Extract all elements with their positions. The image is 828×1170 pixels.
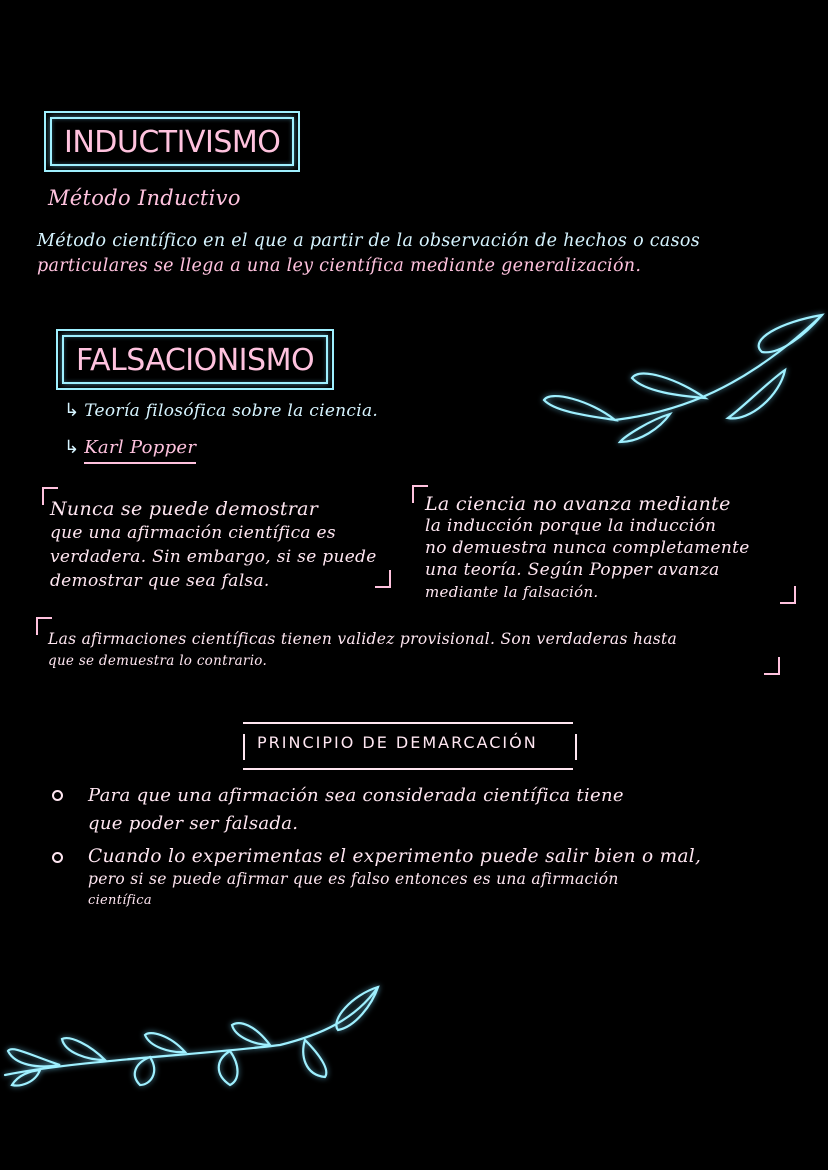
falsacionismo-point1 [64,400,378,421]
falsacionismo-title: FALSACIONISMO [62,335,328,384]
inductivismo-definition-line2: particulares se llega a una ley científica mediante generalización. [37,256,642,276]
bullet-icon [52,852,63,863]
bullet2-line: científica [88,893,152,908]
quote-right-line: La ciencia no avanza mediante [425,493,731,515]
quote-bottom [48,628,677,672]
quote-right [425,493,750,603]
demarcacion-bullet1 [88,782,624,838]
quote-close-bracket [764,657,780,675]
bullet1-line: Para que una afirmación sea considerada científica tiene [88,785,624,806]
bullet-icon [52,790,63,801]
quote-right-line: no demuestra nunca completamente [425,538,750,558]
title-bar-left [243,734,245,760]
inductivismo-definition-line1: Método científico en el que a partir de la observación de hechos o casos [37,231,700,251]
leaf-branch-decoration-bottom [0,975,390,1095]
quote-left [50,497,377,593]
quote-right-line: la inducción porque la inducción [425,516,717,536]
falsacionismo-point2 [64,437,196,458]
karl-popper-label: Karl Popper [84,437,196,464]
corner-arrow-icon: ↳ [64,400,80,421]
quote-right-line: mediante la falsación. [425,583,599,601]
title-bar-right [575,734,577,760]
bullet1-line: que poder ser falsada. [88,813,299,834]
metodo-inductivo-subtitle: Método Inductivo [48,186,241,210]
corner-arrow-icon: ↳ [64,437,80,458]
falsacionismo-point1-text: Teoría filosófica sobre la ciencia. [84,401,379,421]
quote-bottom-line: Las afirmaciones científicas tienen validez provisional. Son verdaderas hasta [48,630,678,648]
bullet2-line: Cuando lo experimentas el experimento puede salir bien o mal, [88,846,702,867]
quote-close-bracket [375,570,391,588]
quote-bottom-line: que se demuestra lo contrario. [48,653,268,669]
quote-left-line: verdadera. Sin embargo, si se puede [50,547,377,567]
bullet2-line: pero si se puede afirmar que es falso entonces es una afirmación [88,870,619,888]
quote-left-line: que una afirmación científica es [50,523,336,543]
quote-right-line: una teoría. Según Popper avanza [425,560,720,580]
quote-left-line: Nunca se puede demostrar [50,498,319,520]
quote-left-line: demostrar que sea falsa. [50,571,270,591]
inductivismo-title: INDUCTIVISMO [50,117,294,166]
demarcacion-bullet2 [88,846,701,912]
demarcacion-title: PRINCIPIO DE DEMARCACIÓN [257,733,538,752]
leaf-branch-decoration-top [530,300,828,450]
demarcacion-title-box [243,722,573,770]
quote-close-bracket [780,586,796,604]
